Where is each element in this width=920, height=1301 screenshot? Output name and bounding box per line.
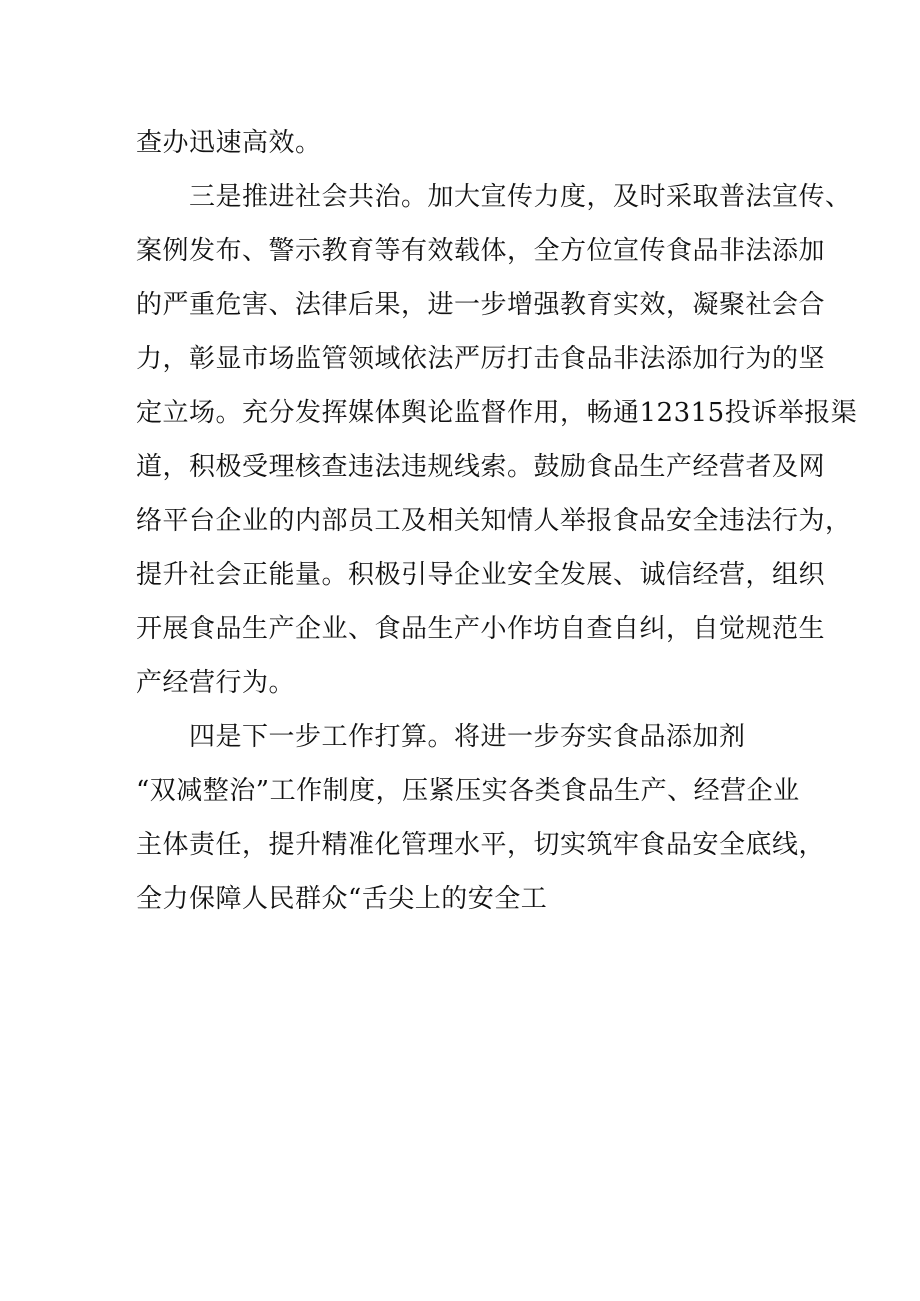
text-line-2: 三是推进社会共治。加大宣传力度，及时采取普法宣传、 xyxy=(189,182,852,212)
text-line-3: 案例发布、警示教育等有效载体，全方位宣传食品非法添加 xyxy=(136,236,826,266)
text-line-11: 产经营行为。 xyxy=(136,668,296,698)
text-line-6: 定立场。充分发挥媒体舆论监督作用，畅通12315投诉举报渠 xyxy=(136,398,858,428)
document-body xyxy=(136,116,858,926)
text-line-13: “双减整治”工作制度，压紧压实各类食品生产、经营企业 xyxy=(136,776,800,806)
text-line-7: 道，积极受理核查违法违规线索。鼓励食品生产经营者及网 xyxy=(136,452,826,482)
text-line-1: 查办迅速高效。 xyxy=(136,128,322,158)
text-line-8: 络平台企业的内部员工及相关知情人举报食品安全违法行为， xyxy=(136,506,852,536)
text-line-10: 开展食品生产企业、食品生产小作坊自查自纠，自觉规范生 xyxy=(136,614,826,644)
text-line-14: 主体责任，提升精准化管理水平，切实筑牢食品安全底线， xyxy=(136,830,826,860)
text-line-9: 提升社会正能量。积极引导企业安全发展、诚信经营，组织 xyxy=(136,560,826,590)
text-line-4: 的严重危害、法律后果，进一步增强教育实效，凝聚社会合 xyxy=(136,290,826,320)
text-line-5: 力，彰显市场监管领域依法严厉打击食品非法添加行为的坚 xyxy=(136,344,826,374)
text-line-12: 四是下一步工作打算。将进一步夯实食品添加剂 xyxy=(189,722,746,752)
text-line-15: 全力保障人民群众“舌尖上的安全工 xyxy=(136,884,548,914)
